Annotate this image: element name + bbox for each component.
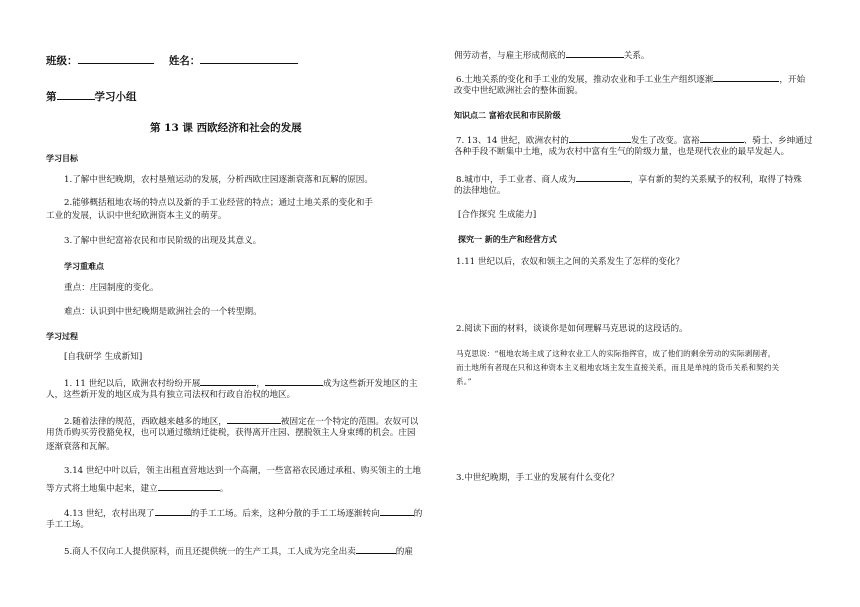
group-prefix: 第 [46,91,57,103]
q1-blank-1[interactable] [200,376,256,386]
cooperation-subheading: [合作探究 生成能力] [458,210,537,220]
explore-1-heading: 探究一 新的生产和经营方式 [458,235,557,244]
goal-1: 1.了解中世纪晚期，农村垦殖运动的发展，分析西欧庄园逐渐衰落和瓦解的原因。 [64,175,373,185]
question-7b: 各种手段不断集中土地，成为农村中富有生气的阶级力量，也是现代农业的最早发起人。 [454,147,790,157]
explore-question-3: 3.中世纪晚期，手工业的发展有什么变化？ [456,473,619,483]
marx-quote-line-3: 系。” [456,377,472,386]
q6-text-post: ，开始 [779,75,806,85]
name-label: 姓名： [168,55,201,67]
question-8b: 的法律地位。 [454,186,506,196]
question-3b [46,481,228,495]
q1-text-pre: 1. 11 世纪以后，欧洲农村纷纷开展 [64,379,201,389]
q5-cont-blank[interactable] [566,48,624,58]
q8-text-post: ，享有新的契约关系赋予的权利，取得了特殊 [629,175,802,185]
q7-blank-2[interactable] [700,133,744,143]
group-blank[interactable] [57,90,95,100]
explore-question-2: 2.阅读下面的材料，谈谈你是如何理解马克思说的这段话的。 [456,324,688,334]
q1-text-mid: ， [256,379,265,389]
q7-text-mid: 发生了改变。富裕 [630,136,700,146]
header-fields [46,54,298,67]
q3-text-post: 。 [219,484,229,494]
goal-3: 3.了解中世纪富裕农民和市民阶级的出现及其意义。 [64,236,262,246]
question-3a: 3.14 世纪中叶以后，领主出租直营地达到一个高潮，一些富裕农民通过承租、购买领主的土地 [64,466,422,476]
question-1b: 人，这些新开发的地区成为具有独立司法权和行政自治权的地区。 [46,390,296,400]
q2-blank[interactable] [227,414,281,424]
q8-text-pre: 8.城市中，手工业者、商人成为 [456,175,576,185]
explore-question-1: 1.11 世纪以后，农奴和领主之间的关系发生了怎样的变化？ [456,257,685,267]
group-line [46,90,137,103]
name-blank[interactable] [200,54,298,64]
q3-text-pre: 等方式将土地集中起来，建立 [46,484,158,494]
q6-text-pre: 6.土地关系的变化和手工业的发展，推动农业和手工业生产组织逐渐 [456,75,714,85]
q4-text-post: 的 [413,509,423,519]
question-2c: 逐渐衰落和瓦解。 [46,442,115,452]
goal-2a: 2.能够概括租地农场的特点以及新的手工业经营的特点；通过土地关系的变化和手 [64,198,373,208]
key-point: 重点：庄园制度的变化。 [64,283,159,293]
q4-blank-2[interactable] [380,506,414,516]
self-study-subheading: [自我研学 生成新知] [64,352,143,362]
q4-blank-1[interactable] [155,506,191,516]
class-blank[interactable] [78,54,154,64]
lesson-title: 第 13 课 西欧经济和社会的发展 [150,122,302,134]
knowledge-point-2: 知识点二 富裕农民和市民阶级 [454,111,561,120]
q6-blank[interactable] [713,72,779,82]
q2-text-pre: 2.随着法律的规范，西欧越来越多的地区， [64,417,227,427]
question-6b: 改变中世纪欧洲社会的整体面貌。 [454,86,583,96]
process-heading: 学习过程 [46,332,78,341]
q8-blank[interactable] [576,172,630,182]
q7-text-pre: 7. 13、14 世纪，欧洲农村的 [456,136,569,146]
difficult-point: 难点：认识到中世纪晚期是欧洲社会的一个转型期。 [64,307,262,317]
q4-text-mid: 的手工工场。后来，这种分散的手工工场逐渐转向 [190,509,380,519]
question-1a [64,376,417,390]
question-4b: 手工工场。 [46,520,89,530]
question-6a [456,72,805,86]
q5-cont-pre: 佣劳动者，与雇主形成彻底的 [454,51,566,61]
group-suffix: 学习小组 [94,91,137,103]
q5-continued [454,48,650,62]
marx-quote-line-2: 而土地所有者现在只和这种资本主义租地农场主发生直接关系，而且是单纯的货币关系和契约关 [456,363,780,372]
marx-quote-line-1: 马克思说：“租地农场主成了这种农业工人的实际指挥官，成了他们的剩余劳动的实际剥削者， [456,349,776,358]
q7-blank-1[interactable] [569,133,631,143]
question-7a [456,133,812,147]
q7-text-post: 、骑士、乡绅通过 [743,136,813,146]
question-8a [456,172,802,186]
q2-text-post: 被固定在一个特定的范围。农奴可以 [280,417,419,427]
q1-text-post: 成为这些新开发地区的主 [322,379,418,389]
q3-blank[interactable] [158,481,220,491]
q1-blank-2[interactable] [265,376,323,386]
question-2a [64,414,418,428]
q5-cont-post: 关系。 [623,51,650,61]
key-points-heading: 学习重难点 [64,262,104,271]
q4-text-pre: 4.13 世纪，农村出现了 [64,509,155,519]
question-4a [64,506,422,520]
question-5a [64,544,413,558]
goals-heading: 学习目标 [46,154,78,163]
q5-blank[interactable] [356,544,396,554]
goal-2b: 工业的发展，认识中世纪欧洲资本主义的萌芽。 [46,211,227,221]
q5-text-pre: 5.商人不仅向工人提供原料，而且还提供统一的生产工具，工人成为完全出卖 [64,547,356,557]
question-2b: 用货币购买劳役豁免权，也可以通过缴纳迁徙税，获得离开庄园、摆脱领主人身束缚的机会。庄园 [46,428,416,438]
q5-text-post: 的雇 [395,547,413,557]
class-label: 班级： [46,55,78,67]
